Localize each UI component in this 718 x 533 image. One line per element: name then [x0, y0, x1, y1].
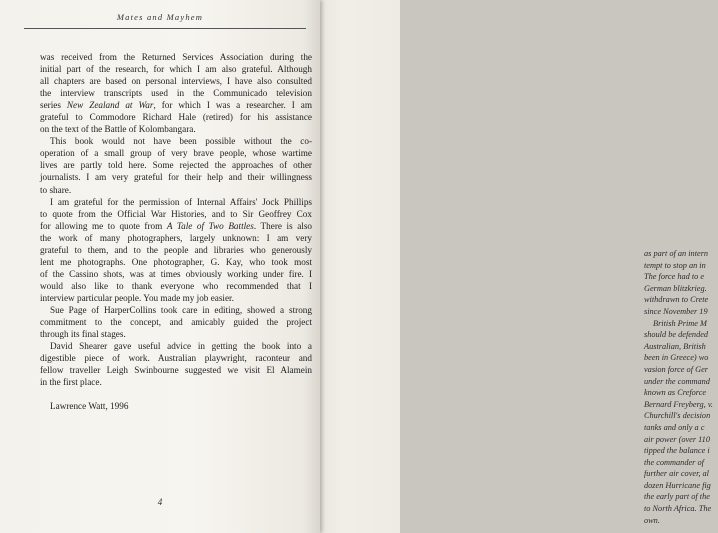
facing-line: German blitzkrieg.: [644, 283, 707, 293]
paragraph: [40, 340, 312, 388]
text-line: lent me photographs. One photographer, G. Kay, who took most: [40, 256, 312, 267]
facing-line: own.: [644, 515, 660, 525]
facing-line: Australian, British: [644, 341, 706, 351]
book-page: [0, 0, 320, 533]
facing-line: should be defended: [644, 330, 709, 340]
facing-line: the commander of: [644, 457, 704, 467]
text-line: journalists. I am very grateful for their help and their willingness: [40, 172, 312, 183]
facing-line: tempt to stop an in: [644, 260, 706, 270]
text-line: on the text of the Battle of Kolombangara.: [40, 124, 196, 135]
text-line: to share.: [40, 184, 72, 195]
text-line: all chapters are based on personal interviews, I have also consulted: [40, 76, 312, 87]
text-line: interview particular people. You made my job easier.: [40, 292, 234, 303]
facing-line: withdrawn to Crete: [644, 295, 709, 305]
facing-line: British Prime M: [653, 318, 707, 328]
facing-line: since November 19: [644, 306, 708, 316]
text-line: lives are partly told here. Some rejected the approaches of other: [40, 160, 312, 171]
facing-line: known as Creforce: [644, 388, 707, 398]
text-line: commitment to the concept, and amicably guided the project: [40, 317, 312, 328]
text-line: grateful to Commodore Richard Hale (retired) for his assistance: [40, 112, 312, 123]
paragraph: [40, 135, 312, 195]
text-line: fellow traveller Leigh Swinbourne suggested we visit El Alamein: [40, 365, 312, 376]
facing-line: Bernard Freyberg, v.: [644, 399, 713, 409]
text-line: was received from the Returned Services Association during the: [40, 52, 312, 62]
text-line: would also like to thank everyone who recommended that I: [40, 280, 312, 291]
facing-line: tanks and only a c: [644, 422, 705, 432]
facing-line: under the command: [644, 376, 710, 386]
text-line: to quote from the Official War Histories, and to Sir Geoffrey Cox: [40, 208, 312, 219]
facing-line: been in Greece) wo: [644, 353, 709, 363]
facing-line: the early part of the: [644, 492, 710, 502]
facing-line: The force had to e: [644, 272, 705, 282]
running-title: Mates and Mayhem: [116, 12, 204, 22]
text-line: This book would not have been possible without the co-: [50, 136, 312, 147]
text-line: in the first place.: [40, 377, 102, 388]
text-line: I am grateful for the permission of Internal Affairs' Jock Phillips: [50, 196, 312, 207]
paragraph: [40, 51, 312, 135]
text-line: series New Zealand at War, for which I was a researcher. I am: [40, 100, 313, 111]
facing-line: Churchill's decision: [644, 411, 711, 421]
facing-page-text: [644, 248, 718, 526]
text-line: the interview transcripts used in the Communicado television: [40, 88, 312, 99]
text-line: for allowing me to quote from A Tale of Two Battles. There is also: [40, 220, 312, 231]
page-body: [40, 51, 312, 412]
page-number: 4: [157, 497, 163, 507]
text-line: David Shearer gave useful advice in getting the book into a: [50, 341, 312, 352]
facing-line: to North Africa. The: [644, 504, 712, 514]
paragraph: [40, 304, 312, 340]
facing-page: [318, 0, 713, 533]
text-line: Sue Page of HarperCollins took care in editing, showed a strong: [50, 304, 312, 315]
author-signature: Lawrence Watt, 1996: [50, 401, 129, 412]
facing-line: air power (over 110: [644, 434, 710, 444]
text-line: of the Cassino shots, was at times obviously working under fire. I: [40, 268, 312, 279]
text-line: through its final stages.: [40, 329, 126, 340]
text-line: the work of many photographers, largely unknown: I am very: [40, 232, 312, 243]
header-rule: [24, 28, 306, 29]
facing-line: further air cover, al: [644, 469, 709, 479]
facing-line: vasion force of Ger: [644, 364, 708, 374]
text-line: grateful to them, and to the people and libraries who generously: [40, 244, 312, 255]
text-line: initial part of the research, for which I am also grateful. Although: [40, 64, 312, 75]
facing-line: dozen Hurricane fig: [644, 480, 711, 490]
text-line: digestible piece of work. Australian playwright, raconteur and: [40, 353, 312, 364]
facing-line: tipped the balance i: [644, 446, 710, 456]
paragraph: [40, 196, 312, 304]
text-line: operation of a small group of very brave people, whose wartime: [40, 148, 312, 159]
facing-line: as part of an intern: [644, 249, 709, 258]
